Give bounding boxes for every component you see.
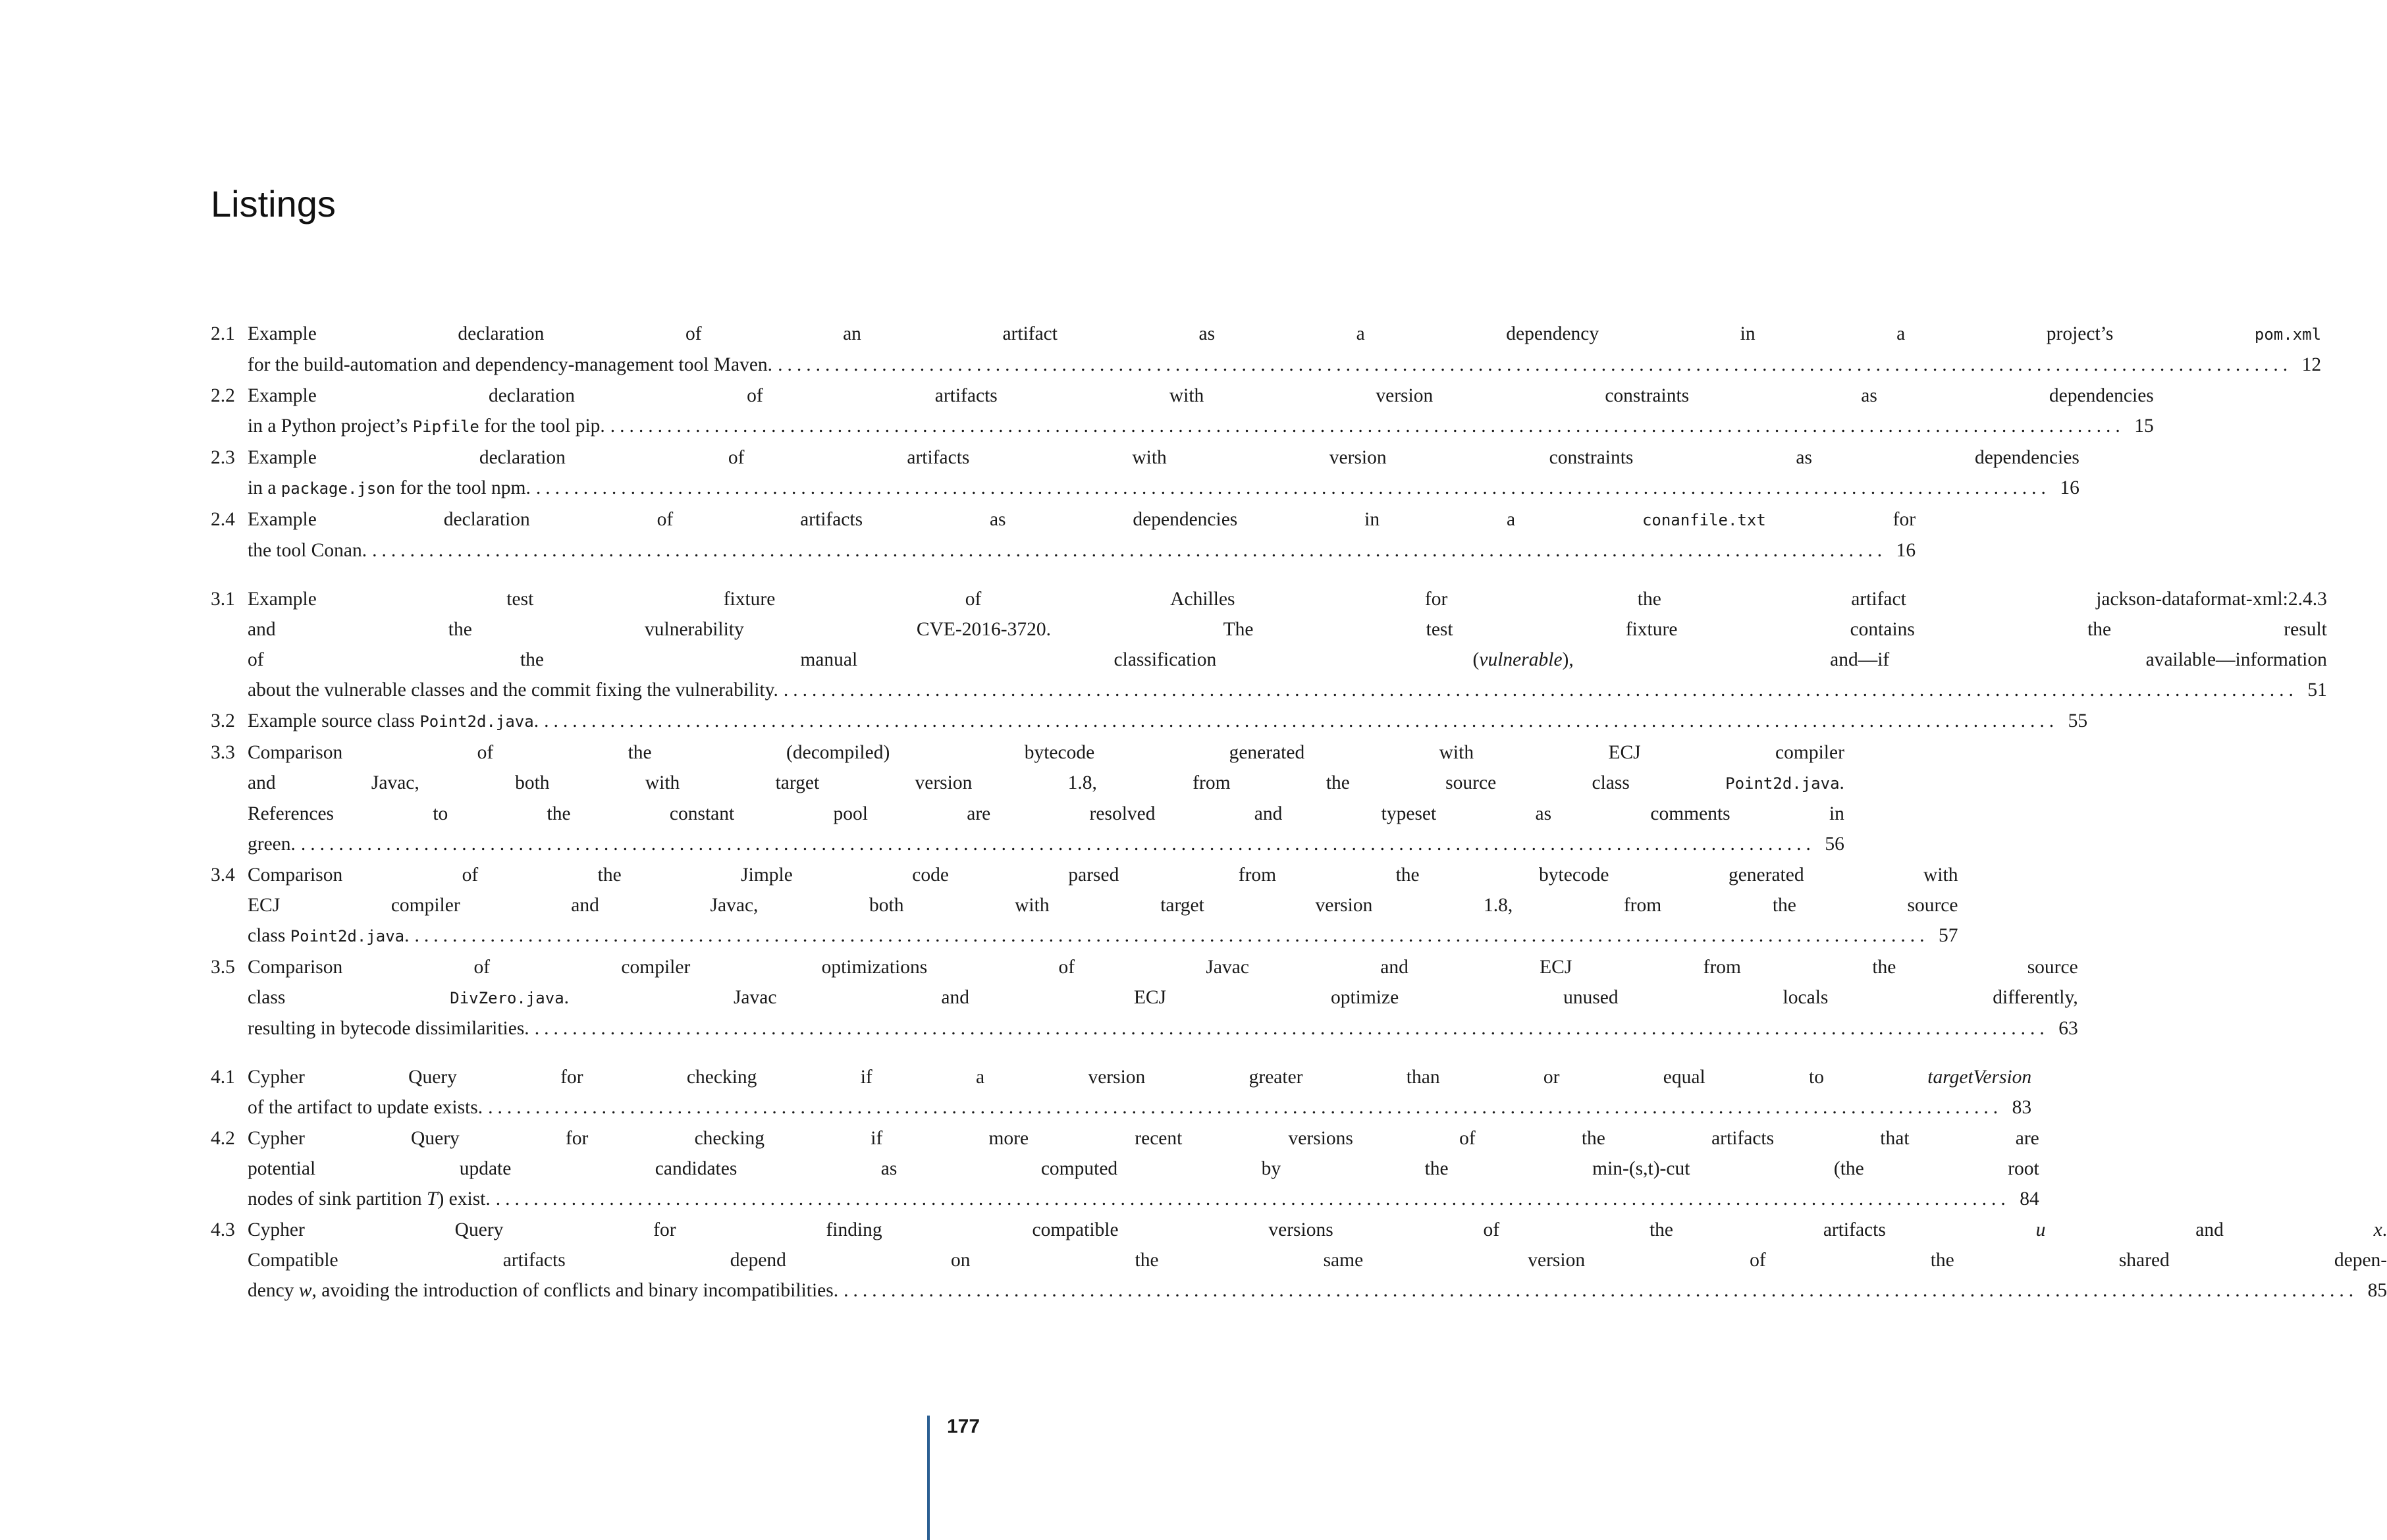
listing-page-number[interactable]: 84 — [2020, 1188, 2039, 1209]
listing-entry[interactable] — [211, 584, 2327, 705]
code-filename: pom.xml — [2254, 325, 2322, 344]
caption-fragment: . — [1839, 772, 1844, 793]
caption-fragment: dency — [248, 1280, 299, 1301]
listing-entry[interactable] — [211, 319, 2322, 380]
caption-fragment: and Javac, both with target version 1.8, from the source class — [248, 772, 1726, 793]
caption-fragment: Example declaration of artifacts with version constraints as dependencies — [248, 447, 2079, 468]
caption-fragment: of the artifact to update exists. — [248, 1097, 483, 1118]
math-symbol: targetVersion — [1927, 1067, 2032, 1088]
caption-fragment: Cypher Query for finding compatible versions of the artifacts — [248, 1219, 2036, 1240]
math-symbol: u — [2035, 1219, 2046, 1240]
caption-fragment: class — [248, 925, 290, 946]
listing-page-number[interactable]: 12 — [2301, 354, 2322, 375]
caption-fragment: in a Python project’s — [248, 415, 413, 437]
listing-entry[interactable] — [211, 504, 1916, 566]
caption-line — [248, 768, 1844, 799]
listing-page-number[interactable]: 57 — [1938, 925, 1958, 946]
caption-line — [248, 706, 2087, 737]
listing-page-number[interactable]: 15 — [2134, 415, 2154, 437]
listing-caption — [248, 952, 2078, 1044]
dot-leader: ................................................................................................................................................................ — [535, 477, 2051, 498]
caption-line — [248, 829, 1844, 859]
listing-entry[interactable] — [211, 1062, 2032, 1123]
caption-line — [248, 350, 2321, 380]
caption-line — [248, 1184, 2039, 1214]
caption-fragment: for the tool npm. — [395, 477, 531, 498]
caption-fragment: potential update candidates as computed by the min-(s,t)-cut (the root — [248, 1158, 2039, 1179]
caption-fragment: for the tool pip. — [479, 415, 605, 437]
caption-line — [248, 381, 2154, 411]
listing-caption — [248, 504, 1916, 566]
listing-caption — [248, 442, 2079, 504]
listing-caption — [248, 1215, 2387, 1306]
listing-entry[interactable] — [211, 860, 1958, 951]
listing-page-number[interactable]: 56 — [1825, 834, 1844, 855]
code-filename: DivZero.java — [450, 989, 564, 1007]
code-filename: Point2d.java — [419, 712, 534, 731]
caption-line — [248, 535, 1916, 566]
page-number: 177 — [947, 1416, 980, 1437]
caption-fragment: and the vulnerability CVE-2016-3720. The test fixture contains the result — [248, 619, 2327, 640]
caption-line — [248, 1062, 2031, 1092]
listing-entry[interactable] — [211, 442, 2079, 504]
listing-caption — [248, 706, 2087, 737]
page-title: Listings — [211, 183, 336, 225]
listing-caption — [248, 584, 2327, 705]
caption-fragment: ), and—if available—information — [1562, 649, 2327, 670]
caption-text — [248, 1013, 529, 1044]
caption-fragment: for — [1765, 509, 1916, 530]
dot-leader: ................................................................................................................................................................ — [495, 1188, 2010, 1209]
caption-text — [248, 473, 531, 504]
caption-fragment: ECJ compiler and Javac, both with target version 1.8, from the source — [248, 895, 1958, 916]
caption-text — [248, 920, 409, 951]
dot-leader: ................................................................................................................................................................ — [414, 925, 1929, 946]
code-filename: package.json — [281, 479, 396, 498]
caption-line — [248, 860, 1958, 890]
dot-leader: ................................................................................................................................................................ — [372, 540, 1887, 561]
listing-caption — [248, 381, 2154, 442]
caption-fragment: Example declaration of artifacts with version constraints as dependencies — [248, 385, 2154, 406]
caption-fragment: ) exist. — [437, 1188, 491, 1209]
listing-group — [211, 1062, 2387, 1306]
caption-line — [248, 645, 2327, 675]
listing-entry[interactable] — [211, 737, 1844, 859]
dot-leader: ................................................................................................................................................................ — [778, 354, 2293, 375]
caption-line — [248, 920, 1958, 951]
dot-leader: ................................................................................................................................................................ — [300, 834, 1815, 855]
caption-line — [248, 890, 1958, 920]
caption-text — [248, 535, 367, 566]
listing-number: 4.3 — [211, 1219, 235, 1240]
listing-caption — [248, 319, 2321, 380]
caption-fragment: nodes of sink partition — [248, 1188, 427, 1209]
listing-page-number[interactable]: 85 — [2367, 1280, 2387, 1301]
dot-leader: ................................................................................................................................................................ — [534, 1018, 2049, 1039]
caption-line — [248, 504, 1916, 535]
caption-fragment: , avoiding the introduction of conflicts and binary incompatibilities. — [311, 1280, 839, 1301]
listing-entry[interactable] — [211, 1215, 2387, 1306]
listing-number: 2.2 — [211, 385, 235, 406]
caption-fragment: the tool Conan. — [248, 540, 367, 561]
caption-line — [248, 411, 2154, 442]
caption-line — [248, 1013, 2078, 1044]
caption-fragment: green. — [248, 834, 296, 855]
caption-line — [248, 1215, 2387, 1245]
caption-fragment: Compatible artifacts depend on the same version of the shared depen- — [248, 1250, 2387, 1271]
code-filename: conanfile.txt — [1642, 511, 1766, 529]
dot-leader: ................................................................................................................................................................ — [844, 1280, 2359, 1301]
caption-line — [248, 737, 1844, 768]
caption-fragment: Example declaration of an artifact as a dependency in a project’s — [248, 323, 2255, 344]
listing-page-number[interactable]: 63 — [2058, 1018, 2078, 1039]
caption-line — [248, 473, 2079, 504]
caption-fragment: resulting in bytecode dissimilarities. — [248, 1018, 529, 1039]
caption-line — [248, 675, 2327, 705]
caption-text — [248, 1184, 491, 1214]
listing-number: 3.2 — [211, 710, 235, 731]
caption-line — [248, 442, 2079, 473]
listing-number: 2.3 — [211, 447, 235, 468]
listing-group — [211, 584, 2327, 1044]
listing-entry[interactable] — [211, 706, 2088, 737]
caption-fragment: about the vulnerable classes and the commit fixing the vulnerability. — [248, 679, 778, 701]
listing-caption — [248, 1062, 2031, 1123]
caption-fragment: for the build-automation and dependency-management tool Maven. — [248, 354, 773, 375]
dot-leader: ................................................................................................................................................................ — [488, 1097, 2003, 1118]
listing-number: 2.4 — [211, 509, 235, 530]
caption-fragment: Comparison of the Jimple code parsed from the bytecode generated with — [248, 864, 1958, 886]
caption-text — [248, 829, 296, 859]
caption-fragment: Example source class — [248, 710, 420, 731]
caption-fragment: References to the constant pool are resolved and typeset as comments in — [248, 803, 1844, 824]
caption-fragment: Example declaration of artifacts as dependencies in a — [248, 509, 1642, 530]
code-filename: Point2d.java — [1725, 774, 1840, 793]
code-filename: Pipfile — [412, 417, 479, 436]
caption-fragment: . — [2382, 1219, 2387, 1240]
caption-line — [248, 1275, 2387, 1306]
caption-fragment: Cypher Query for checking if more recent versions of the artifacts that are — [248, 1128, 2039, 1149]
caption-line — [248, 584, 2327, 614]
listing-entry[interactable] — [211, 1123, 2039, 1214]
caption-fragment: Example test fixture of Achilles for the artifact jackson-dataformat-xml:2.4.3 — [248, 589, 2327, 610]
caption-line — [248, 982, 2078, 1013]
caption-fragment: Cypher Query for checking if a version greater than or equal to — [248, 1067, 1928, 1088]
listing-entry[interactable] — [211, 381, 2154, 442]
caption-fragment: of the manual classification ( — [248, 649, 1480, 670]
math-symbol: T — [427, 1188, 438, 1209]
listing-page-number[interactable]: 51 — [2307, 679, 2327, 701]
listing-page-number[interactable]: 16 — [1896, 540, 1916, 561]
caption-fragment: . — [404, 925, 410, 946]
listing-page-number[interactable]: 16 — [2060, 477, 2079, 498]
caption-line — [248, 1245, 2387, 1275]
caption-text — [248, 350, 772, 380]
page-number-rule — [927, 1416, 930, 1540]
caption-line — [248, 614, 2327, 645]
caption-line — [248, 1123, 2039, 1154]
caption-fragment: Comparison of the (decompiled) bytecode generated with ECJ compiler — [248, 742, 1844, 763]
caption-fragment: Comparison of compiler optimizations of Javac and ECJ from the source — [248, 957, 2078, 978]
listing-number: 3.5 — [211, 957, 235, 978]
dot-leader: ................................................................................................................................................................ — [783, 679, 2298, 701]
caption-line — [248, 799, 1844, 829]
caption-text — [248, 1275, 838, 1306]
caption-text — [248, 706, 539, 737]
math-symbol: w — [298, 1280, 312, 1301]
caption-line — [248, 952, 2078, 982]
emphasis-text: vulnerable — [1479, 649, 1563, 670]
dot-leader: ................................................................................................................................................................ — [544, 710, 2059, 731]
caption-text — [248, 675, 778, 705]
listing-number: 4.2 — [211, 1128, 235, 1149]
list-of-listings — [211, 319, 2387, 1324]
caption-text — [248, 1092, 483, 1123]
listing-number: 2.1 — [211, 323, 235, 344]
code-filename: Point2d.java — [290, 927, 405, 945]
caption-line — [248, 1092, 2031, 1123]
listing-entry[interactable] — [211, 952, 2078, 1044]
listing-caption — [248, 1123, 2039, 1214]
listing-caption — [248, 860, 1958, 951]
caption-fragment: in a — [248, 477, 281, 498]
caption-fragment: . — [533, 710, 539, 731]
caption-line — [248, 1154, 2039, 1184]
caption-fragment: class — [248, 987, 450, 1008]
listing-number: 3.1 — [211, 589, 235, 610]
dot-leader: ................................................................................................................................................................ — [610, 415, 2125, 437]
math-symbol: x — [2373, 1219, 2382, 1240]
listing-number: 4.1 — [211, 1067, 235, 1088]
caption-text — [248, 411, 605, 442]
caption-line — [248, 319, 2321, 350]
listing-page-number[interactable]: 83 — [2012, 1097, 2032, 1118]
caption-fragment: . Javac and ECJ optimize unused locals differently, — [564, 987, 2078, 1008]
listing-page-number[interactable]: 55 — [2068, 710, 2088, 731]
listing-group — [211, 319, 2322, 566]
listing-number: 3.3 — [211, 742, 235, 763]
listing-caption — [248, 737, 1844, 859]
caption-fragment: and — [2045, 1219, 2374, 1240]
listing-number: 3.4 — [211, 864, 235, 886]
